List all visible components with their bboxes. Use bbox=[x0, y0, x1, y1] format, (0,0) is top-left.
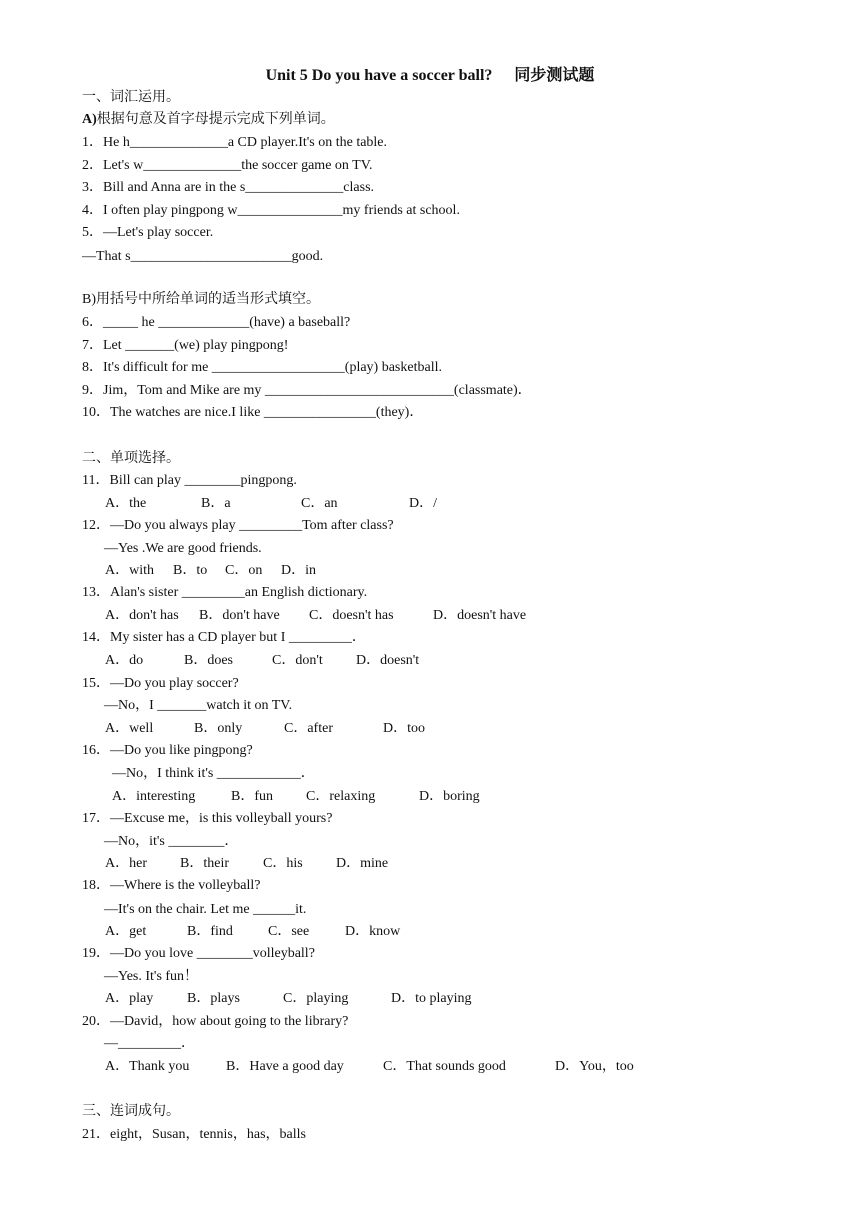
title-chinese: 同步测试题 bbox=[514, 67, 595, 84]
question-15-response: —No，I _______watch it on TV. bbox=[104, 698, 293, 713]
question-20-response: —_________． bbox=[104, 1036, 195, 1051]
question-5: 5．—Let's play soccer. bbox=[82, 225, 214, 240]
option-b: B．Have a good day bbox=[226, 1059, 344, 1074]
question-19-options bbox=[105, 990, 472, 1008]
option-d: D．know bbox=[345, 924, 401, 939]
question-3: 3．Bill and Anna are in the s______________class. bbox=[82, 180, 375, 195]
option-a: A．don't has bbox=[105, 608, 179, 623]
question-13-options bbox=[105, 607, 526, 625]
option-c: C．doesn't has bbox=[309, 608, 394, 623]
question-14-options bbox=[105, 652, 419, 670]
title-english: Unit 5 Do you have a soccer ball? bbox=[265, 67, 493, 84]
option-d: D．/ bbox=[409, 496, 437, 511]
option-c: C．his bbox=[263, 856, 303, 871]
question-5-response: —That s_______________________good. bbox=[82, 249, 324, 264]
part-a-text: 根据句意及首字母提示完成下列单词。 bbox=[96, 112, 335, 127]
option-a: A．do bbox=[105, 653, 144, 668]
question-16-response: —No，I think it's ____________． bbox=[112, 766, 315, 781]
question-1: 1．He h______________a CD player.It's on the table. bbox=[82, 135, 388, 150]
option-c: C．after bbox=[284, 721, 333, 736]
option-a: A．her bbox=[105, 856, 147, 871]
question-21: 21．eight，Susan，tennis，has，balls bbox=[82, 1127, 306, 1142]
option-a: A．play bbox=[105, 991, 154, 1006]
option-a: A．the bbox=[105, 496, 147, 511]
question-13: 13．Alan's sister _________an English dictionary. bbox=[82, 585, 368, 600]
option-b: B．a bbox=[201, 496, 231, 511]
option-d: D．to playing bbox=[391, 991, 472, 1006]
option-a: A．get bbox=[105, 924, 147, 939]
option-c: C．relaxing bbox=[306, 789, 376, 804]
question-8: 8．It's difficult for me ___________________(play) basketball. bbox=[82, 360, 442, 375]
part-a-label: A) bbox=[82, 112, 97, 127]
option-c: C．an bbox=[301, 496, 338, 511]
question-16-options bbox=[112, 788, 480, 806]
section-3-heading: 三、连词成句。 bbox=[82, 1104, 180, 1119]
question-14: 14．My sister has a CD player but I _________． bbox=[82, 630, 366, 645]
question-10: 10．The watches are nice.I like ________________(they)． bbox=[82, 405, 424, 420]
option-d: D．boring bbox=[419, 789, 480, 804]
option-c: C．see bbox=[268, 924, 310, 939]
part-b-instruction: B)用括号中所给单词的适当形式填空。 bbox=[82, 292, 320, 307]
page-title bbox=[0, 62, 860, 85]
section-1-heading: 一、词汇运用。 bbox=[82, 90, 180, 105]
question-19: 19．—Do you love ________volleyball? bbox=[82, 946, 315, 961]
question-11-options bbox=[105, 495, 437, 513]
question-15-options bbox=[105, 720, 425, 738]
question-17-response: —No，it's ________． bbox=[104, 834, 239, 849]
option-d: D．mine bbox=[336, 856, 389, 871]
question-17: 17．—Excuse me，is this volleyball yours? bbox=[82, 811, 333, 826]
option-c: C．on bbox=[225, 563, 263, 578]
question-16: 16．—Do you like pingpong? bbox=[82, 743, 253, 758]
option-d: D．You，too bbox=[555, 1059, 634, 1074]
question-20: 20．—David，how about going to the library? bbox=[82, 1014, 349, 1029]
option-a: A．with bbox=[105, 563, 154, 578]
question-4: 4．I often play pingpong w_______________my friends at school. bbox=[82, 203, 460, 218]
question-19-response: —Yes. It's fun！ bbox=[104, 969, 199, 984]
question-15: 15．—Do you play soccer? bbox=[82, 676, 239, 691]
part-a-instruction bbox=[82, 111, 335, 129]
question-6: 6．_____ he _____________(have) a baseball? bbox=[82, 315, 351, 330]
option-a: A．Thank you bbox=[105, 1059, 190, 1074]
question-2: 2．Let's w______________the soccer game on TV. bbox=[82, 158, 373, 173]
option-b: B．only bbox=[194, 721, 243, 736]
question-12-response: —Yes .We are good friends. bbox=[104, 541, 262, 556]
option-b: B．does bbox=[184, 653, 233, 668]
question-17-options bbox=[105, 855, 388, 873]
option-b: B．plays bbox=[187, 991, 240, 1006]
option-d: D．doesn't have bbox=[433, 608, 527, 623]
option-a: A．well bbox=[105, 721, 154, 736]
question-12: 12．—Do you always play _________Tom after class? bbox=[82, 518, 394, 533]
option-b: B．to bbox=[173, 563, 208, 578]
option-b: B．find bbox=[187, 924, 233, 939]
question-7: 7．Let _______(we) play pingpong! bbox=[82, 338, 289, 353]
question-9: 9．Jim，Tom and Mike are my ___________________________(classmate)． bbox=[82, 383, 532, 398]
option-b: B．their bbox=[180, 856, 229, 871]
option-d: D．doesn't bbox=[356, 653, 420, 668]
option-b: B．don't have bbox=[199, 608, 280, 623]
question-12-options bbox=[105, 562, 316, 580]
option-d: D．in bbox=[281, 563, 316, 578]
question-20-options bbox=[105, 1058, 634, 1076]
option-c: C．don't bbox=[272, 653, 323, 668]
question-11: 11．Bill can play ________pingpong. bbox=[82, 473, 297, 488]
question-18: 18．—Where is the volleyball? bbox=[82, 878, 261, 893]
section-2-heading: 二、单项选择。 bbox=[82, 451, 180, 466]
option-a: A．interesting bbox=[112, 789, 196, 804]
option-b: B．fun bbox=[231, 789, 273, 804]
question-18-options bbox=[105, 923, 400, 941]
question-18-response: —It's on the chair. Let me ______it. bbox=[104, 902, 307, 917]
option-c: C．That sounds good bbox=[383, 1059, 506, 1074]
option-d: D．too bbox=[383, 721, 425, 736]
option-c: C．playing bbox=[283, 991, 349, 1006]
